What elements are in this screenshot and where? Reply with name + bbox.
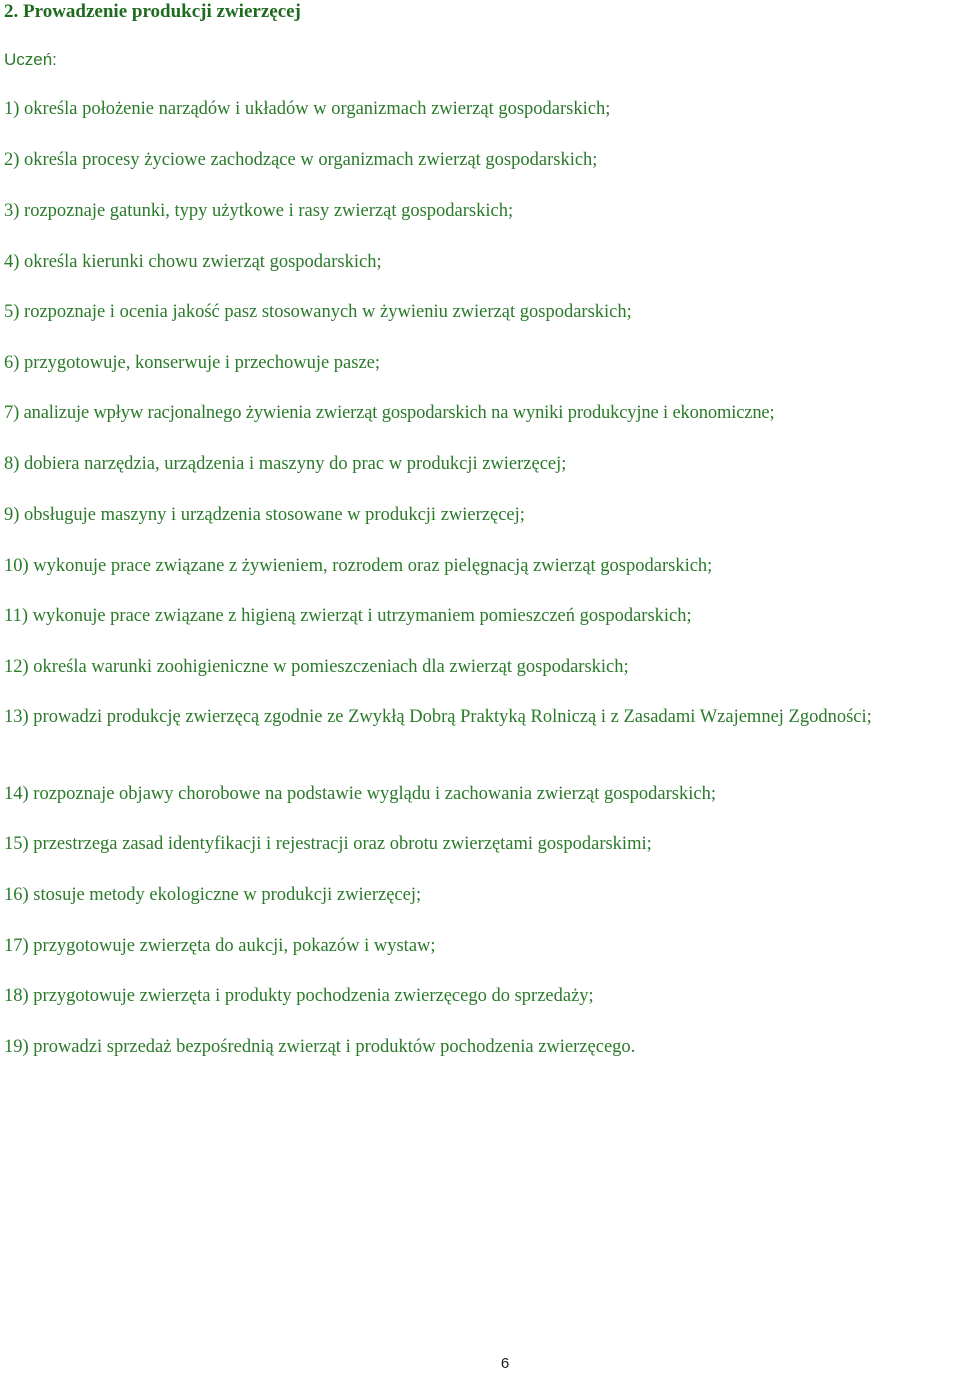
list-item: 18) przygotowuje zwierzęta i produkty pochodzenia zwierzęcego do sprzedaży;: [4, 986, 594, 1006]
page-number: 6: [500, 1355, 510, 1372]
list-item: 7) analizuje wpływ racjonalnego żywienia zwierząt gospodarskich na wyniki produkcyjne i ekonomiczne;: [4, 403, 775, 423]
list-item: 17) przygotowuje zwierzęta do aukcji, pokazów i wystaw;: [4, 936, 436, 956]
list-item: 1) określa położenie narządów i układów w organizmach zwierząt gospodarskich;: [4, 99, 611, 119]
list-item: 15) przestrzega zasad identyfikacji i rejestracji oraz obrotu zwierzętami gospodarskimi;: [4, 834, 652, 854]
list-item: 19) prowadzi sprzedaż bezpośrednią zwierząt i produktów pochodzenia zwierzęcego.: [4, 1037, 636, 1057]
section-heading: 2. Prowadzenie produkcji zwierzęcej: [4, 1, 301, 22]
list-item: 13) prowadzi produkcję zwierzęcą zgodnie ze Zwykłą Dobrą Praktyką Rolniczą i z Zasadami Wzajemnej Zgodności;: [4, 707, 872, 727]
list-item: 10) wykonuje prace związane z żywieniem, rozrodem oraz pielęgnacją zwierząt gospodarskich;: [4, 556, 713, 576]
list-item: 12) określa warunki zoohigieniczne w pomieszczeniach dla zwierząt gospodarskich;: [4, 657, 629, 677]
list-item: 4) określa kierunki chowu zwierząt gospodarskich;: [4, 252, 382, 272]
list-item: 16) stosuje metody ekologiczne w produkcji zwierzęcej;: [4, 885, 422, 905]
intro-label: Uczeń:: [4, 50, 57, 69]
list-item: 2) określa procesy życiowe zachodzące w organizmach zwierząt gospodarskich;: [4, 150, 598, 170]
list-item: 9) obsługuje maszyny i urządzenia stosowane w produkcji zwierzęcej;: [4, 505, 525, 525]
list-item: 8) dobiera narzędzia, urządzenia i maszyny do prac w produkcji zwierzęcej;: [4, 454, 567, 474]
list-item: 11) wykonuje prace związane z higieną zwierząt i utrzymaniem pomieszczeń gospodarskich;: [4, 606, 692, 626]
list-item: 14) rozpoznaje objawy chorobowe na podstawie wyglądu i zachowania zwierząt gospodarskich;: [4, 784, 716, 804]
list-item: 5) rozpoznaje i ocenia jakość pasz stosowanych w żywieniu zwierząt gospodarskich;: [4, 302, 632, 322]
list-item: 3) rozpoznaje gatunki, typy użytkowe i rasy zwierząt gospodarskich;: [4, 201, 514, 221]
list-item: 6) przygotowuje, konserwuje i przechowuje pasze;: [4, 353, 381, 373]
